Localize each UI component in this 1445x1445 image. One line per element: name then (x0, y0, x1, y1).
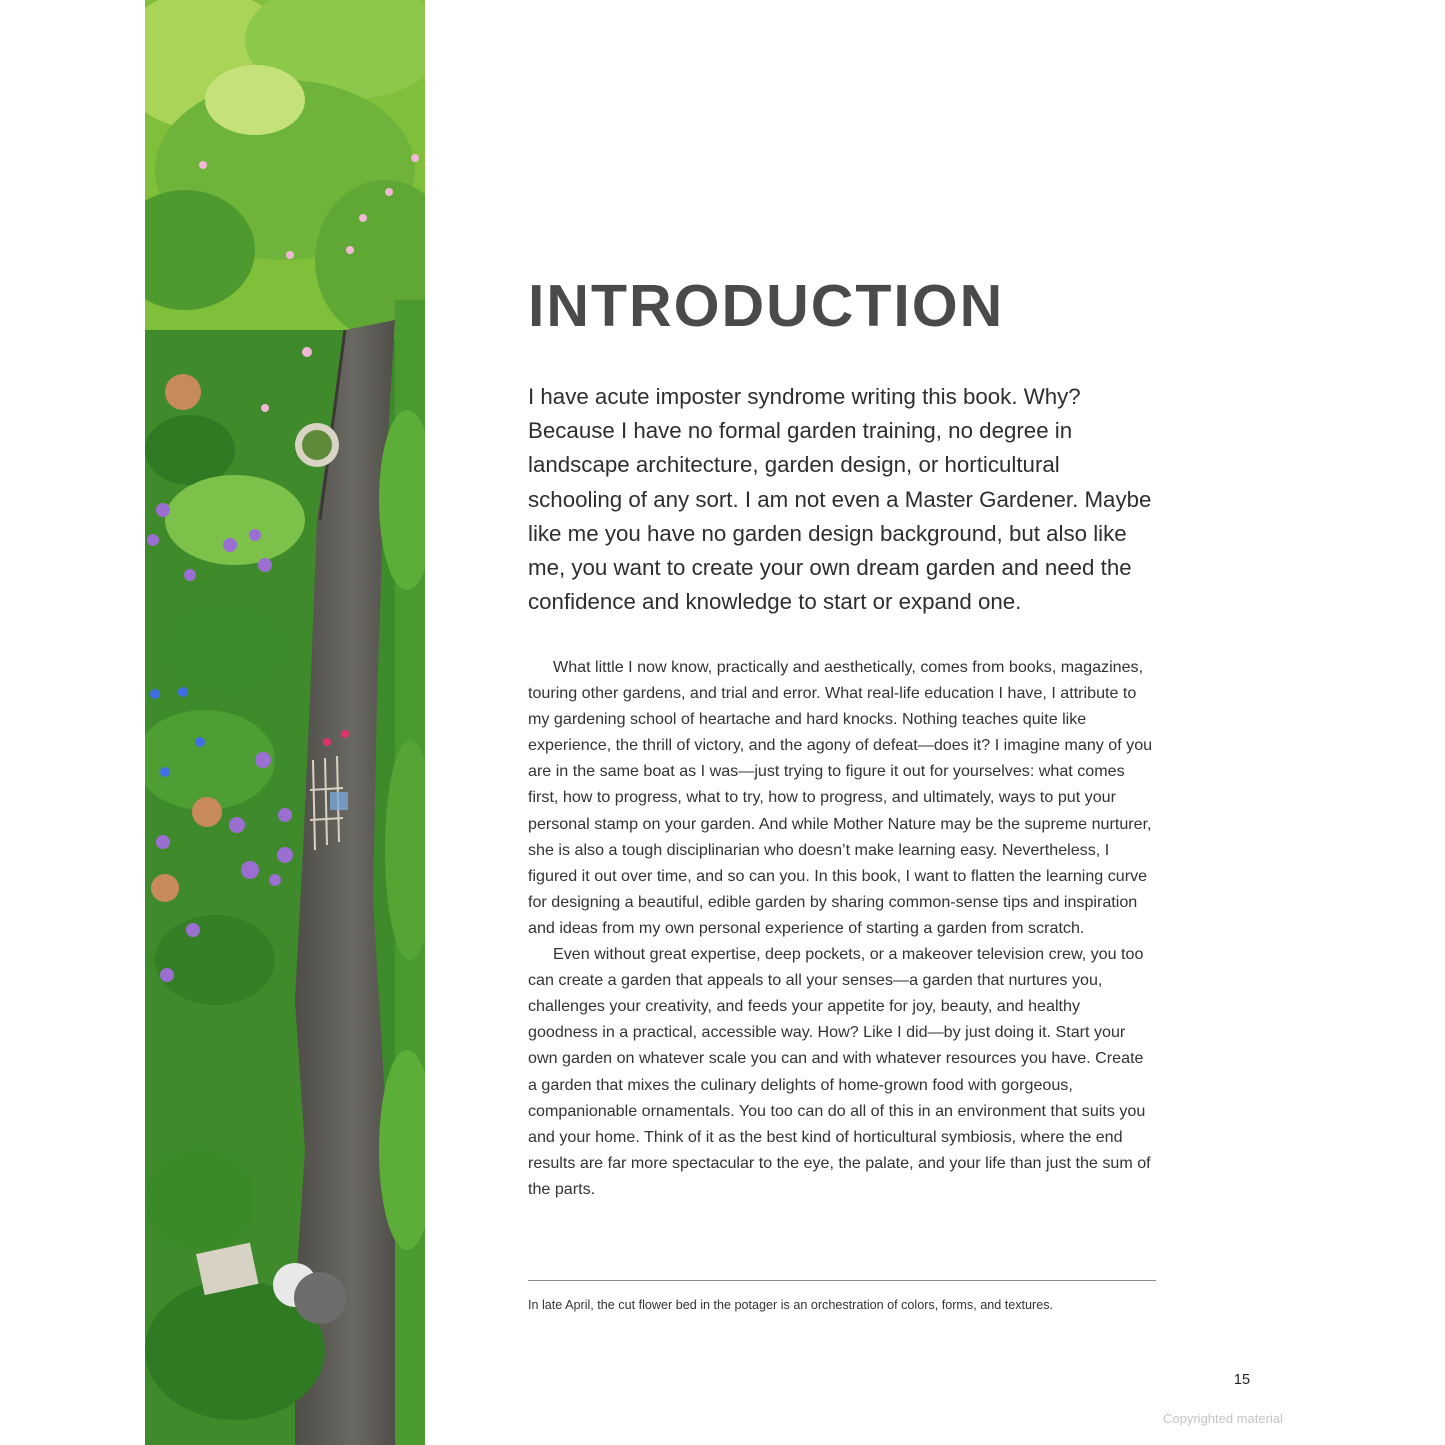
body-text (528, 654, 1153, 1202)
body-paragraph: Even without great expertise, deep pockets, or a makeover television crew, you too can create a garden that appeals to all your senses—a garden that nurtures you, challenges your creativity, and feeds your appetite for joy, beauty, and healthy goodness in a practical, accessible way. How? Like I did—by just doing it. Start your own garden on whatever scale you can and with whatever resources you have. Create a garden that mixes the culinary delights of home-grown food with gorgeous, companionable ornamentals. You too can do all of this in an environment that suits you and your home. Think of it as the best kind of horticultural symbiosis, where the end results are far more spectacular to the eye, the palate, and your life than just the sum of the parts. (528, 945, 1151, 1198)
photo-caption: In late April, the cut flower bed in the potager is an orchestration of colors, forms, and textures. (528, 1298, 1054, 1312)
garden-photo (145, 0, 425, 1445)
page-number: 15 (1233, 1372, 1251, 1388)
garden-photo-illustration (145, 0, 425, 1445)
copyright-watermark: Copyrighted material (1163, 1411, 1283, 1426)
page-title: INTRODUCTION (528, 273, 1005, 339)
intro-lead-paragraph: I have acute imposter syndrome writing this book. Why? Because I have no formal garden training, no degree in landscape architecture, garden design, or horticultural schooling of any sort. I am not even a Master Gardener. Maybe like me you have no garden design background, but also like me, you want to create your own dream garden and need the confidence and knowledge to start or expand one. (528, 384, 1152, 615)
body-paragraph: What little I now know, practically and aesthetically, comes from books, magazines, touring other gardens, and trial and error. What real-life education I have, I attribute to my gardening school of heartache and hard knocks. Nothing teaches quite like experience, the thrill of victory, and the agony of defeat—does it? I imagine many of you are in the same boat as I was—just trying to figure it out for yourselves: what comes first, how to progress, what to try, how to progress, and ultimately, ways to put your personal stamp on your garden. And while Mother Nature may be the supreme nurturer, she is also a tough disciplinarian who doesn’t make learning easy. Nevertheless, I figured it out over time, and so can you. In this book, I want to flatten the learning curve for designing a beautiful, edible garden by sharing common-sense tips and inspiration and ideas from my own personal experience of starting a garden from scratch. (528, 658, 1153, 937)
caption-divider (528, 1280, 1156, 1281)
